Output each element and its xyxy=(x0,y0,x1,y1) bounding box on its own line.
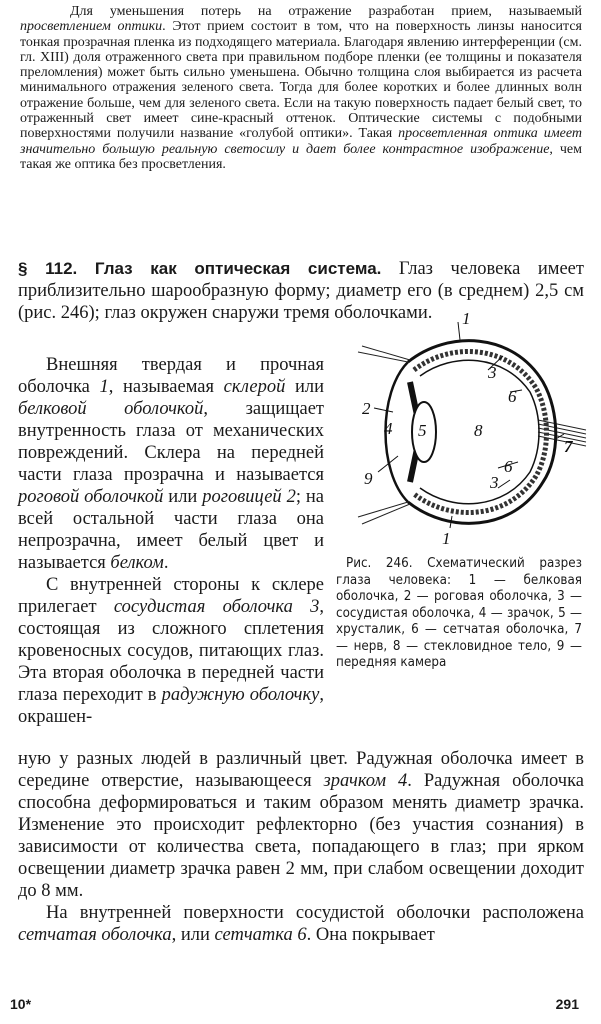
emphasis: белковой оболочкой xyxy=(18,399,204,419)
text: , или xyxy=(171,925,215,945)
figure-label: 1 xyxy=(442,529,451,548)
figure-caption: Рис. 246. Схематический разрез глаза человека: 1 — белковая оболочка, 2 — роговая оболочка, 3 — сосудистая оболочка, 4 — зрачок, 5 — хрусталик, 6 — сетчатая оболочка, 7 — нерв, 8 — стекловидное тело, 9 — передняя камера xyxy=(336,556,582,670)
emphasis: белком xyxy=(110,553,164,573)
left-column xyxy=(18,302,324,728)
emphasis: 1 xyxy=(99,377,109,397)
text: Внешняя твердая и прочная оболочка xyxy=(18,355,324,397)
eye-diagram xyxy=(338,312,588,550)
figure-label: 3 xyxy=(488,363,497,382)
section-title: § 112. Глаз как оптическая система. xyxy=(18,259,382,278)
figure-label: 6 xyxy=(508,387,517,406)
text: ; на всей остальной части глаза она непрозрачна, имеет белый цвет и называется xyxy=(18,487,324,573)
figure-label: 3 xyxy=(490,473,499,492)
paragraph-retina xyxy=(18,902,584,946)
emphasis: сетчатка 6 xyxy=(214,925,307,945)
emphasis: просветлением оптики xyxy=(20,19,163,35)
text: или xyxy=(285,377,324,397)
emphasis: просветленная оптика имеет значительно большую реальную светосилу и дает более контрастное изображение xyxy=(20,126,582,157)
text: . xyxy=(163,553,169,573)
signature-mark: 10* xyxy=(10,996,32,1012)
page-number: 291 xyxy=(555,996,579,1012)
text: . Этот прием состоит в том, что на поверхность линзы наносится тонкая прозрачная пленка из подходящего материала. Благодаря явлению интерференции (см. гл. XIII) доля отраженного света при правильном подборе пленки (ее толщины и показателя преломления) может быть сильно уменьшена. Обычно толщина слоя выбирается из расчета минимального отражения зеленого света. Тогда для более коротких и более длинных волн отражение больше, чем для зеленого света. Если на такую поверхность падает белый свет, то отраженный свет имеет сине-красный оттенок. Оптические системы с подобными поверхностями получили название «голубой оптики». Такая xyxy=(20,19,582,142)
paragraph-choroid xyxy=(18,574,324,728)
figure-label: 4 xyxy=(384,419,393,438)
text: или xyxy=(163,487,203,507)
figure-label: 6 xyxy=(504,457,513,476)
text: . Она покрывает xyxy=(306,925,435,945)
emphasis: склерой xyxy=(223,377,286,397)
emphasis: роговицей 2 xyxy=(202,487,296,507)
figure-label: 7 xyxy=(564,437,573,456)
full-width-text xyxy=(18,748,584,946)
emphasis: роговой оболочкой xyxy=(18,487,164,507)
text: С внутренней стороны к склере прилегает xyxy=(18,575,324,617)
emphasis: радужную оболочку xyxy=(161,685,320,705)
text: , защищает внутренность глаза от механических повреждений. Склера на передней части глаза прозрачна и называется xyxy=(18,399,324,485)
emphasis: сосудистая оболочка 3 xyxy=(113,597,320,617)
figure-label: 1 xyxy=(462,312,471,328)
top-paragraph xyxy=(20,4,582,172)
text: , называемая xyxy=(108,377,224,397)
section-intro: Глаз человека имеет приблизительно шарообразную форму; диаметр его (в среднем) 2,5 см (рис. 246); глаз окружен снаружи тремя оболочками. xyxy=(18,259,584,323)
text: , окрашен- xyxy=(18,685,324,727)
text: Для уменьшения потерь на отражение разработан прием, называемый xyxy=(70,4,582,19)
paragraph-iris xyxy=(18,748,584,902)
text: На внутренней поверхности сосудистой оболочки расположена xyxy=(46,903,584,923)
emphasis: сетчатая оболочка xyxy=(18,925,172,945)
text: , чем такая же оптика без просветления. xyxy=(20,141,582,172)
text: ную у разных людей в различный цвет. Радужная оболочка имеет в середине отверстие, называющееся xyxy=(18,749,584,791)
figure-label: 5 xyxy=(418,421,427,440)
paragraph-sclera xyxy=(18,354,324,574)
figure-label: 2 xyxy=(362,399,371,418)
text: . Радужная оболочка способна деформироваться и таким образом менять диаметр зрачка. Изменение это происходит рефлекторно (без участия сознания) в зависимости от количества света, попадающего в глаз; при ярком освещении диаметр зрачка равен 2 мм, при слабом освещении доходит до 8 мм. xyxy=(18,771,584,901)
text: , состоящая из сложного сплетения кровеносных сосудов, питающих глаз. Эта вторая оболочка в передней части глаза переходит в xyxy=(18,597,324,705)
emphasis: зрачком 4 xyxy=(323,771,408,791)
figure-label: 8 xyxy=(474,421,483,440)
figure-label: 9 xyxy=(364,469,373,488)
eye-cross-section-svg xyxy=(338,312,588,550)
